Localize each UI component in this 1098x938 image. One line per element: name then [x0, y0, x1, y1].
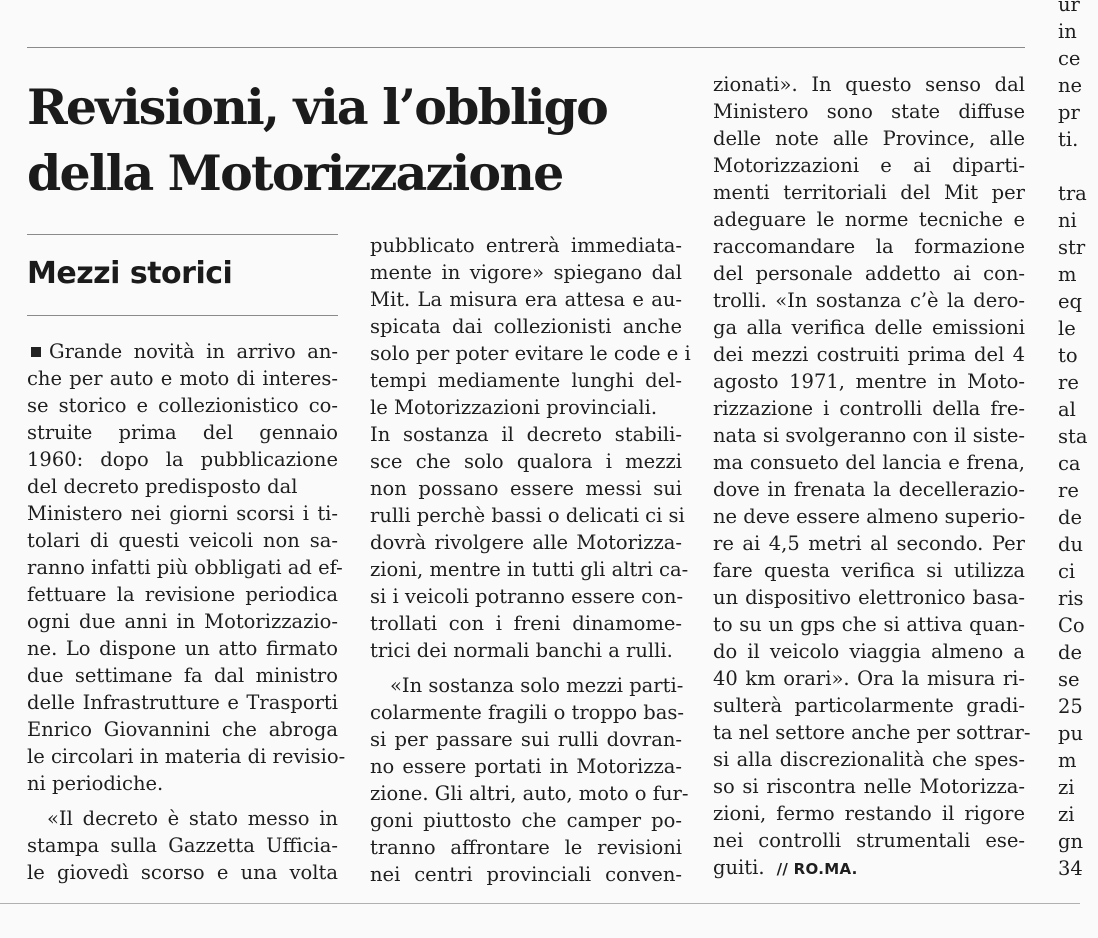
- text-line: [1058, 153, 1098, 180]
- text-line: tolari di questi veicoli non sa-: [27, 529, 338, 552]
- text-line: tranno affrontare le revisioni: [370, 836, 682, 859]
- text-line: del personale addetto ai con-: [713, 262, 1025, 285]
- text-line: delle note alle Province, alle: [713, 127, 1025, 150]
- text-line: ga alla verifica delle emissioni: [713, 316, 1025, 339]
- text-line: delle Infrastrutture e Trasporti: [27, 691, 338, 714]
- text-line: so si riscontra nelle Motorizza-: [713, 775, 1025, 798]
- top-rule: [27, 47, 1025, 48]
- text-line: ur: [1058, 0, 1080, 16]
- text-line: raccomandare la formazione: [713, 235, 1025, 258]
- text-line: nei controlli strumentali ese-: [713, 829, 1025, 852]
- bottom-rule: [0, 903, 1080, 904]
- text-line: du: [1058, 533, 1084, 556]
- text-line: pubblicato entrerà immediata-: [370, 234, 682, 257]
- text-line: ta nel settore anche per sottrar-: [713, 721, 1031, 744]
- text-line: zi: [1058, 803, 1075, 826]
- text-line: re: [1058, 371, 1079, 394]
- kicker-bottom-rule: [27, 315, 338, 316]
- text-line: adeguare le norme tecniche e: [713, 208, 1025, 231]
- text-line: menti territoriali del Mit per: [713, 181, 1025, 204]
- text-line: ne deve essere almeno superio-: [713, 505, 1026, 528]
- text-line: due settimane fa dal ministro: [27, 664, 338, 687]
- text-line: non possano essere messi sui: [370, 477, 682, 500]
- text-line: re: [1058, 479, 1079, 502]
- headline-line-1: Revisioni, via l’obbligo: [27, 78, 607, 136]
- text-line: goni piuttosto che camper po-: [370, 809, 682, 832]
- text-line: ris: [1058, 587, 1084, 610]
- text-line: eq: [1058, 290, 1083, 313]
- text-line: do il veicolo viaggia almeno a: [713, 640, 1025, 663]
- text-line: sulterà particolarmente gradi-: [713, 694, 1025, 717]
- text-line: ma consueto del lancia e frena,: [713, 451, 1025, 474]
- text-line: ni: [1058, 209, 1077, 232]
- text-line: m: [1058, 749, 1077, 772]
- text-line: zioni, mentre in tutti gli altri ca-: [370, 558, 689, 581]
- text-line: solo per poter evitare le code e i: [370, 342, 691, 365]
- text-line: dei mezzi costruiti prima del 4: [713, 343, 1025, 366]
- text-line: ni periodiche.: [27, 772, 164, 795]
- text-line: «In sostanza solo mezzi parti-: [390, 674, 684, 697]
- text-line: colarmente fragili o troppo bas-: [370, 701, 685, 724]
- section-kicker: Mezzi storici: [27, 256, 233, 291]
- text-line: zi: [1058, 776, 1075, 799]
- text-line: del decreto predisposto dal: [27, 475, 298, 498]
- text-line: gn: [1058, 830, 1084, 853]
- text-line: nei centri provinciali conven-: [370, 863, 682, 886]
- text-line: sta: [1058, 425, 1088, 448]
- text-line: Co: [1058, 614, 1085, 637]
- text-line: In sostanza il decreto stabili-: [370, 423, 682, 446]
- text-line: in: [1058, 20, 1077, 43]
- text-line: spicata dai collezionisti anche: [370, 315, 682, 338]
- text-line: si per passare sui rulli dovran-: [370, 728, 682, 751]
- text-line: ci: [1058, 560, 1076, 583]
- text-line: sce che solo qualora i mezzi: [370, 450, 682, 473]
- text-line: m: [1058, 263, 1077, 286]
- text-line: rulli perchè bassi o delicati ci si: [370, 504, 685, 527]
- text-line: de: [1058, 506, 1083, 529]
- text-line: nata si svolgeranno con il siste-: [713, 424, 1025, 447]
- text-line: 34: [1058, 857, 1083, 880]
- text-line: mente in vigore» spiegano dal: [370, 261, 682, 284]
- article-column-4-cropped: [1058, 0, 1098, 882]
- text-line: rizzazione i controlli della fre-: [713, 397, 1025, 420]
- text-line: un dispositivo elettronico basa-: [713, 586, 1025, 609]
- text-line: de: [1058, 641, 1083, 664]
- text-line: ne: [1058, 74, 1083, 97]
- text-line: ca: [1058, 452, 1081, 475]
- text-line: 40 km orari». Ora la misura ri-: [713, 667, 1025, 690]
- text-line: dove in frenata la decellerazio-: [713, 478, 1025, 501]
- article-column-3: [713, 71, 1031, 881]
- text-line: ce: [1058, 47, 1081, 70]
- text-line: zionati». In questo senso dal: [713, 73, 1025, 96]
- text-line: ranno infatti più obbligati ad ef-: [27, 556, 343, 579]
- text-line: le giovedì scorso e una volta: [27, 861, 338, 884]
- text-line: stampa sulla Gazzetta Ufficia-: [27, 834, 338, 857]
- text-line: agosto 1971, mentre in Moto-: [713, 370, 1025, 393]
- text-line: Mit. La misura era attesa e au-: [370, 288, 682, 311]
- text-line: zioni, fermo restando il rigore: [713, 802, 1025, 825]
- article-column-1: [27, 338, 346, 886]
- text-line: pu: [1058, 722, 1084, 745]
- text-line: pr: [1058, 101, 1080, 124]
- text-line: Enrico Giovannini che abroga: [27, 718, 338, 741]
- text-line: ti.: [1058, 128, 1079, 151]
- headline: [27, 74, 707, 206]
- headline-line-2: della Motorizzazione: [27, 144, 563, 202]
- text-line: Ministero sono state diffuse: [713, 100, 1025, 123]
- text-line: trolli. «In sostanza c’è la dero-: [713, 289, 1025, 312]
- author-signature: // RO.MA.: [776, 860, 858, 878]
- text-line: no essere portati in Motorizza-: [370, 755, 682, 778]
- text-line: 1960: dopo la pubblicazione: [27, 448, 338, 471]
- text-line: le: [1058, 317, 1076, 340]
- text-line: «Il decreto è stato messo in: [47, 807, 338, 830]
- text-line: tempi mediamente lunghi del-: [370, 369, 682, 392]
- text-line: str: [1058, 236, 1086, 259]
- text-line: struite prima del gennaio: [27, 421, 338, 444]
- text-line: ne. Lo dispone un atto firmato: [27, 637, 338, 660]
- text-line: fettuare la revisione periodica: [27, 583, 338, 606]
- text-line: to: [1058, 344, 1078, 367]
- text-line: si i veicoli potranno essere con-: [370, 585, 684, 608]
- text-line: che per auto e moto di interes-: [27, 367, 338, 390]
- text-line: 25: [1058, 695, 1083, 718]
- text-line: si alla discrezionalità che spes-: [713, 748, 1025, 771]
- kicker-rule: [27, 234, 338, 235]
- article-column-2: [370, 232, 691, 888]
- text-line: Ministero nei giorni scorsi i ti-: [27, 502, 338, 525]
- bullet-square-icon: [31, 347, 41, 357]
- text-line: guiti. // RO.MA.: [713, 856, 858, 879]
- text-line: dovrà rivolgere alle Motorizza-: [370, 531, 682, 554]
- text-line: to su un gps che si attiva quan-: [713, 613, 1025, 636]
- text-line: tra: [1058, 182, 1087, 205]
- text-line: se storico e collezionistico co-: [27, 394, 338, 417]
- text-line: zione. Gli altri, auto, moto o fur-: [370, 782, 689, 805]
- text-line: le Motorizzazioni provinciali.: [370, 396, 658, 419]
- text-line: Grande novità in arrivo an-: [27, 338, 338, 365]
- text-line: re ai 4,5 metri al secondo. Per: [713, 532, 1025, 555]
- text-line: le circolari in materia di revisio-: [27, 745, 346, 768]
- text-line: fare questa verifica si utilizza: [713, 559, 1025, 582]
- text-line: trollati con i freni dinamome-: [370, 612, 682, 635]
- text-line: al: [1058, 398, 1076, 421]
- text-line: trici dei normali banchi a rulli.: [370, 639, 673, 662]
- text-line: se: [1058, 668, 1080, 691]
- text-line: Motorizzazioni e ai diparti-: [713, 154, 1025, 177]
- text-line: ogni due anni in Motorizzazio-: [27, 610, 338, 633]
